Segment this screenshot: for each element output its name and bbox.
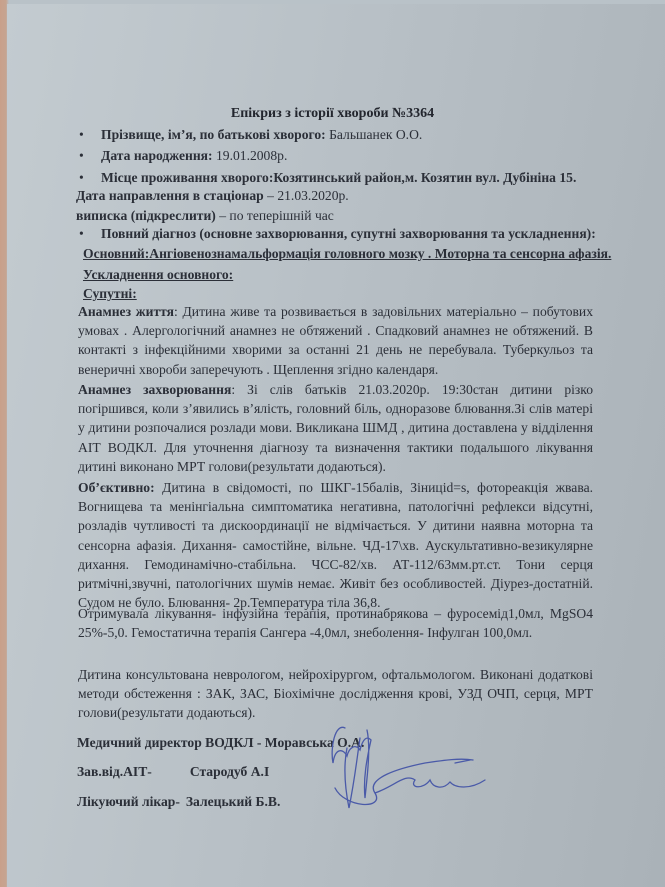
bullet-icon: • — [79, 226, 84, 241]
objective-paragraph — [78, 478, 593, 612]
main-diagnosis-value: Ангіовенознамальформація головного мозку . Моторна та сенсорна афазія. — [149, 246, 612, 261]
signature-attending-doctor — [77, 794, 280, 810]
section-text: : Дитина живе та розвивається в задовільних матеріально – побутових умовах . Алергологічний анамнез не обтяжений . Спадковий анамнез не обтяжений. В контакті з інфекційними хворими за останні 21 день не перебувала. Туберкульоз та венеричні хвороби заперечують . Щеплення згідно календаря. — [78, 304, 593, 377]
concomitant-label: Супутні: — [83, 286, 137, 301]
signature-name: Стародуб А.І — [189, 764, 270, 779]
signature-name: Залецький Б.В. — [185, 794, 281, 809]
discharge-row — [76, 208, 334, 224]
field-label: Прізвище, ім’я, по батькові хворого: — [101, 127, 326, 142]
patient-name-row — [73, 127, 422, 143]
handwritten-signature-icon — [305, 718, 535, 818]
bullet-icon: • — [79, 127, 84, 142]
referral-date: – 21.03.2020р. — [263, 188, 349, 203]
section-text: Дитина в свідомості, по ШКГ-15балів, Зіниціd=s, фотореакція жвава. Вогнищева та менінгіальна симптоматика негативна, патологічні рефлекси відсутні, розладів чутливості та дискоординації не відмічається. У дитини наявна моторна та сенсорна афазія. Дихання- самостійне, вільне. ЧД-17\хв. Аускультативно-везикулярне дихання. Гемодинамічно-стабільна. ЧСС-82/хв. АТ-112/63мм.рт.ст. Тони серця ритмічні,звучні, патологічних шумів немає. Живіт без особливостей. Діурез-достатній. Судом не було. Блювання- 2р.Температура тіла 36,8. — [78, 480, 593, 611]
life-anamnesis-paragraph — [78, 302, 593, 379]
section-label: Об’єктивно: — [78, 480, 155, 495]
birth-date-row — [73, 148, 287, 164]
complications-label: Ускладнення основного: — [83, 267, 234, 282]
section-label: Анамнез захворювання — [78, 382, 232, 397]
residence-address: Козятинський район,м. Козятин вул. Дубініна 15. — [273, 170, 577, 185]
treatment-paragraph: Отримувала лікування- інфузійна терапія, протинабрякова – фуросемід1,0мл, MgSO4 25%-5,0. Гемостатична терапія Сангера -4,0мл, знеболення- Інфулган 100,0мл. — [78, 606, 593, 641]
field-label: Дата направлення в стаціонар — [76, 188, 264, 203]
diagnosis-header: Повний діагноз (основне захворювання, супутні захворювання та ускладнення): — [101, 226, 596, 241]
signature-role: Лікуючий лікар- — [77, 794, 180, 809]
section-label: Анамнез життя — [78, 304, 174, 319]
discharge-value: – по теперішній час — [215, 208, 334, 223]
referral-date-row — [76, 188, 349, 204]
main-diagnosis-row — [83, 246, 611, 262]
consultations-paragraph: Дитина консультована неврологом, нейрохірургом, офтальмологом. Виконані додаткові методи обстеження : ЗАК, ЗАС, Біохімічне дослідження крові, УЗД ОЧП, серця, МРТ голови(результати додаються). — [78, 667, 593, 721]
main-diagnosis-label: Основний: — [83, 246, 150, 261]
field-label: виписка (підкреслити) — [76, 208, 216, 223]
signature-name: Моравська О.А. — [264, 735, 365, 750]
birth-date: 19.01.2008р. — [212, 148, 288, 163]
bullet-icon: • — [79, 170, 84, 185]
patient-name: Бальшанек О.О. — [325, 127, 423, 142]
bullet-icon: • — [79, 148, 84, 163]
signature-role: Зав.від.АІТ- — [77, 764, 152, 779]
complications-row — [83, 267, 233, 283]
section-text: : Зі слів батьків 21.03.2020р. 19:30стан дитини різко погіршився, коли з’явились в’ялість, головний біль, одноразове блювання.Зі слів матері у дитини розпочалися розлади мови. Викликана ШМД , дитина доставлена у відділення АІТ ВОДКЛ. Для уточнення діагнозу та визначення тактики подальшого лікування дитині виконано МРТ голови(результати додаються). — [78, 382, 594, 474]
signature-role: Медичний директор ВОДКЛ - — [77, 735, 265, 750]
signature-head-of-department — [77, 764, 269, 780]
document-title: Епікриз з історії хвороби №3364 — [230, 106, 435, 121]
concomitant-row — [83, 286, 137, 302]
residence-row — [73, 170, 576, 186]
field-label: Дата народження: — [101, 148, 213, 163]
diagnosis-header-row — [73, 226, 596, 242]
disease-anamnesis-paragraph — [78, 380, 593, 476]
field-label: Місце проживання хворого: — [101, 170, 274, 185]
